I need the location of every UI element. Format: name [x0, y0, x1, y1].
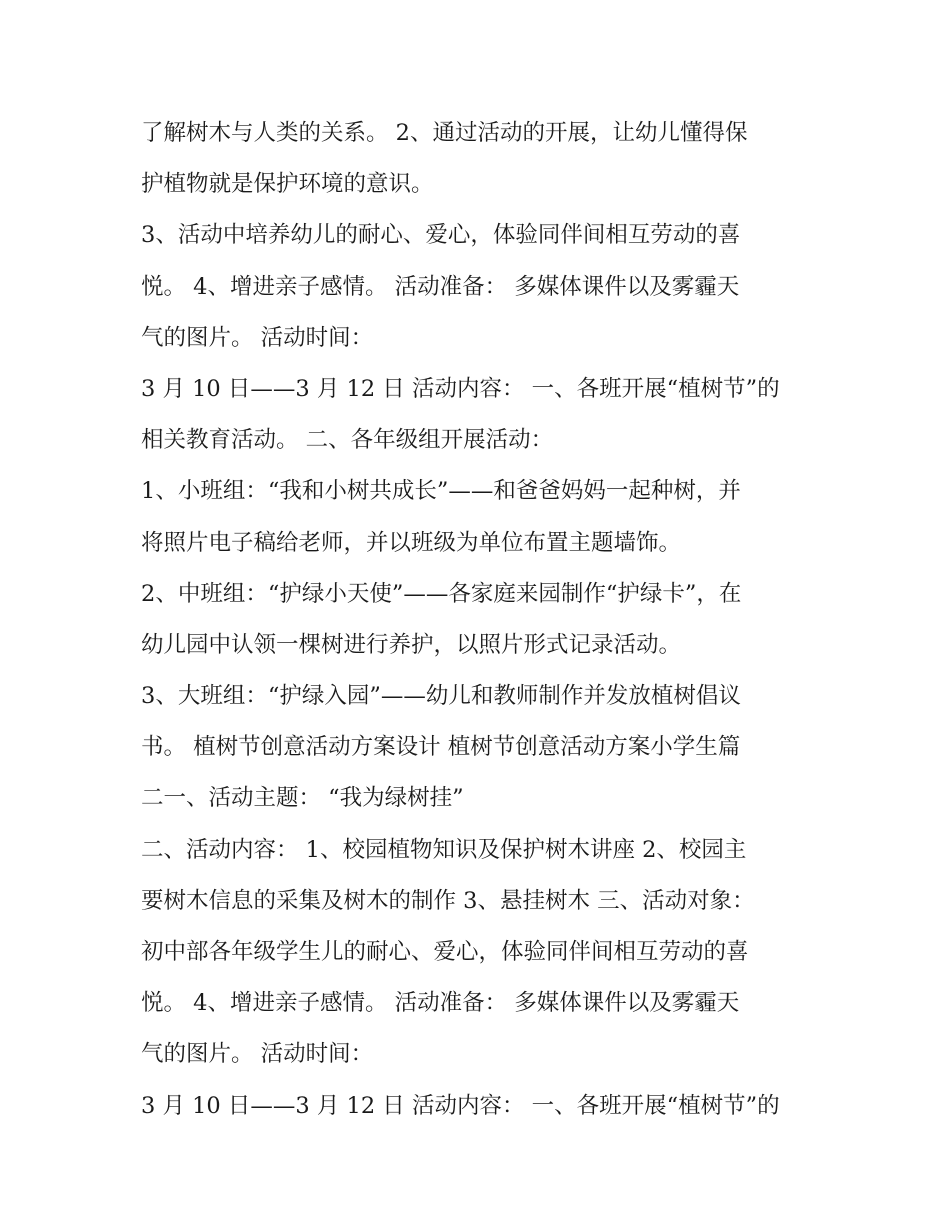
text-line: 气的图片。 活动时间：: [141, 1041, 374, 1068]
text-line: 护植物就是保护环境的意识。: [141, 171, 434, 198]
text-line: 幼儿园中认领一棵树进行养护，以照片形式记录活动。: [141, 631, 682, 658]
text-line: 悦。 4、增进亲子感情。 活动准备： 多媒体课件以及雾霾天: [141, 273, 740, 300]
text-line: 相关教育活动。 二、各年级组开展活动：: [141, 427, 554, 454]
text-line: 3、活动中培养幼儿的耐心、爱心，体验同伴间相互劳动的喜: [141, 222, 741, 249]
text-line: 二、活动内容： 1、校园植物知识及保护树木讲座 2、校园主: [141, 836, 747, 863]
text-line: 将照片电子稿给老师，并以班级为单位布置主题墙饰。: [141, 529, 682, 556]
text-line: 二一、活动主题： “我为绿树挂”: [141, 785, 464, 812]
text-line: 初中部各年级学生儿的耐心、爱心，体验同伴间相互劳动的喜: [141, 939, 749, 965]
text-line: 1、小班组：“我和小树共成长”——和爸爸妈妈一起种树，并: [141, 478, 741, 505]
text-line: 3 月 10 日——3 月 12 日 活动内容： 一、各班开展“植树节”的: [141, 375, 780, 402]
text-line: 要树木信息的采集及树木的制作 3、悬挂树木 三、活动对象：: [141, 887, 755, 914]
text-line: 悦。 4、增进亲子感情。 活动准备： 多媒体课件以及雾霾天: [141, 990, 740, 1017]
document-body: [141, 108, 821, 1132]
text-line: 气的图片。 活动时间：: [141, 324, 374, 351]
text-line: 了解树木与人类的关系。 2、通过活动的开展，让幼儿懂得保: [141, 120, 748, 146]
text-line: 3、大班组：“护绿入园”——幼儿和教师制作并发放植树倡议: [141, 683, 741, 710]
text-line: 书。 植树节创意活动方案设计 植树节创意活动方案小学生篇: [141, 734, 741, 761]
text-line: 3 月 10 日——3 月 12 日 活动内容： 一、各班开展“植树节”的: [141, 1092, 780, 1119]
text-line: 2、中班组：“护绿小天使”——各家庭来园制作“护绿卡”，在: [141, 580, 742, 607]
